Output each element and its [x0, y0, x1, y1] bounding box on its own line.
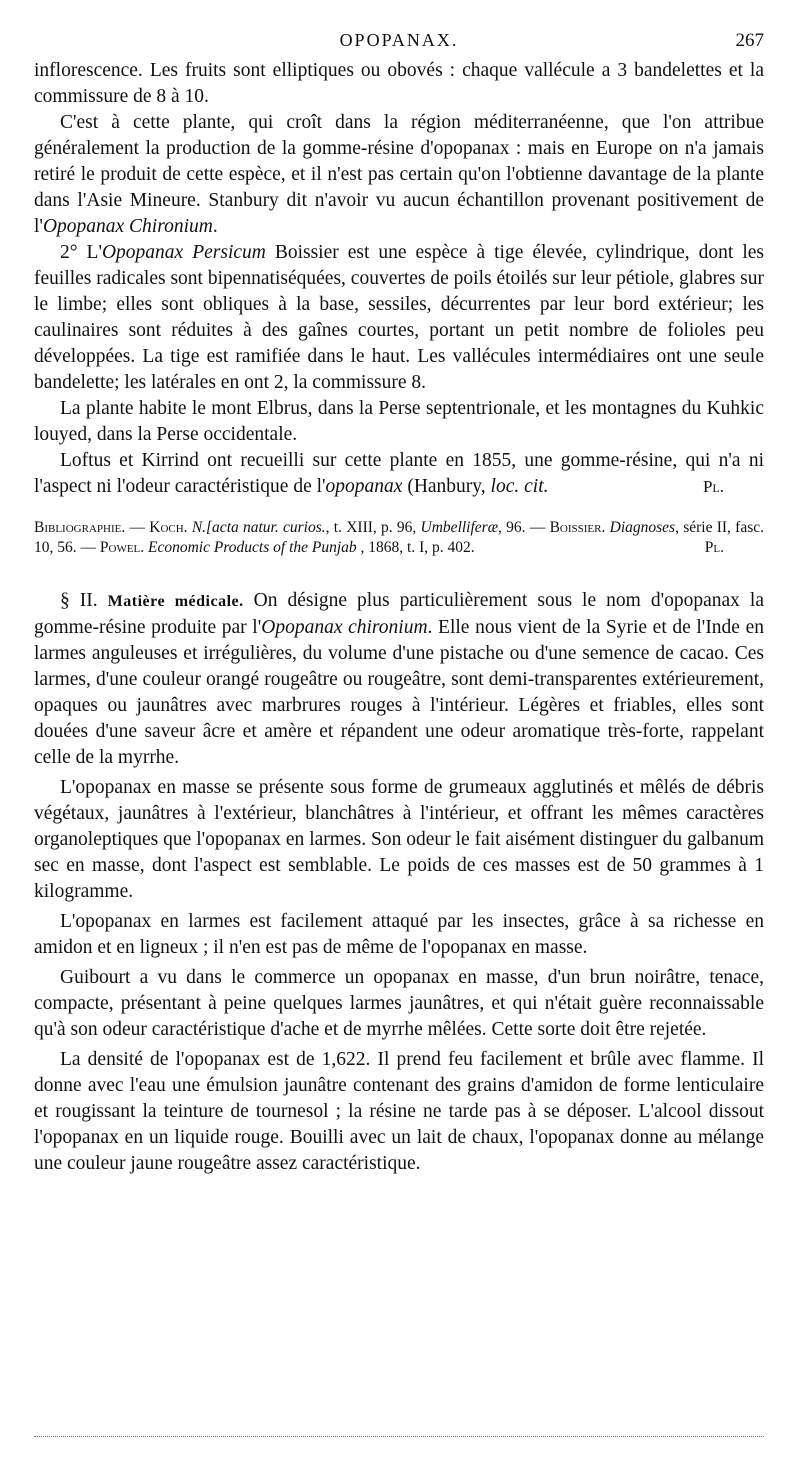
text-span: On désigne plus particulièrement sous le nom d'opopanax la gomme-résine produite par l' [34, 590, 764, 638]
text-span: . Elle nous vient de la Syrie et de l'Inde en larmes anguleuses et irrégulières, du volume d'une pistache ou d'une semence de cacao. Ces larmes, d'une couleur orangé rougeâtre ou rougeâtre, sont demi-transparentes extérieurement, opaques ou jaunâtres avec marbrures rouges à l'intérieur. Légères et friables, elles sont douées d'une saveur âcre et amère et répandent une odeur aromatique très-forte, rappelant celle de la myrrhe. [34, 617, 764, 768]
text-span: , t. XIII, p. 96, [325, 519, 421, 536]
author-name: Powel. [99, 539, 145, 556]
italic-species-name: Opopanax Chironium [42, 216, 213, 237]
bibliography-signature: Pl. [704, 539, 724, 556]
page-header [34, 30, 764, 54]
paragraph-guibourt: Guibourt a vu dans le commerce un opopanax en masse, d'un brun noirâtre, tenace, compacte, présentant à peine quelques larmes jaunâtres, et qui n'était guère reconnaissable qu'à son odeur caractéristique d'ache et de myrrhe mêlées. Cette sorte doit être rejetée. [34, 967, 764, 1040]
italic-species-name: Opopanax chironium [261, 617, 428, 638]
section-spacer [34, 558, 764, 588]
bibliography-label: Bibliographie. [34, 519, 126, 536]
text-span: C'est à cette plante, qui croît dans la région méditerranéenne, que l'on attribue généralement la production de la gomme-résine d'opopanax : mais en Europe on n'a jamais retiré le produit de cette espèce, et il n'est pas certain qu'on l'obtienne davantage de la plante dans l'Asie Mineure. Stanbury dit n'avoir vu aucun échantillon provenant positivement de l' [34, 112, 764, 237]
text-span: , série II, fasc. 10, 56. — [34, 519, 765, 556]
section-heading: Matière médicale. [107, 593, 244, 610]
paragraph-mediterranean [34, 110, 764, 240]
paragraph-inflorescence: inflorescence. Les fruits sont elliptiques ou obovés : chaque vallécule a 3 bandelettes et la commissure de 8 à 10. [34, 60, 764, 107]
text-span: Loftus et Kirrind ont recueilli sur cette plante en 1855, une gomme-résine, qui n'a ni l'aspect ni l'odeur caractéristique de l' [34, 450, 764, 497]
running-title: OPOPANAX. [339, 30, 459, 50]
body-text [34, 58, 764, 1177]
text-span: — [125, 519, 150, 536]
text-span: . [212, 216, 218, 237]
italic-term: opopanax [325, 476, 403, 497]
paragraph-matiere-medicale [34, 588, 764, 771]
author-name: Boissier. [549, 519, 606, 536]
author-name: Koch. [149, 519, 188, 536]
footer-dotted-rule [34, 1436, 764, 1438]
italic-title: N.[acta natur. curios. [191, 519, 326, 536]
italic-title: Diagnoses [609, 519, 676, 536]
text-span: , 96. — [498, 519, 550, 536]
text-span: (Hanbury, [402, 476, 491, 497]
paragraph-habitat: La plante habite le mont Elbrus, dans la Perse septentrionale, et les montagnes du Kuhkic louyed, dans la Perse occidentale. [34, 398, 764, 445]
paragraph-insectes: L'opopanax en larmes est facilement attaqué par les insectes, grâce à sa richesse en amidon et en ligneux ; il n'en est pas de même de l'opopanax en masse. [34, 911, 764, 958]
section-number: § II. [60, 590, 98, 611]
paragraph-persicum [34, 240, 764, 396]
italic-species-name: Opopanax Persicum [101, 242, 266, 263]
text-span: 2° L' [60, 242, 102, 263]
text-span: Boissier est une espèce à tige élevée, cylindrique, dont les feuilles radicales sont bipennatiséquées, couvertes de poils étoilés sur leur pétiole, glabres sur le limbe; elles sont obliques à la base, sessiles, décurrentes par leur bord extérieur; les caulinaires sont réduites à des gaînes courtes, portant un petit nombre de folioles peu développées. La tige est ramifiée dans le haut. Les vallécules intermédiaires ont une seule bandelette; les latérales en ont 2, la commissure 8. [34, 242, 764, 393]
italic-title: Economic Products of the Punjab [148, 539, 357, 556]
author-signature: Pl. [702, 477, 724, 496]
page-number: 267 [735, 30, 764, 51]
italic-title: Umbelliferæ [420, 519, 499, 536]
paragraph-en-masse: L'opopanax en masse se présente sous forme de grumeaux agglutinés et mêlés de débris végétaux, jaunâtres à l'extérieur, blanchâtres à l'intérieur, et offrant les mêmes caractères organoleptiques que l'opopanax en larmes. Son odeur le fait aisément distinguer du galbanum sec en masse, dont l'aspect est semblable. Le poids de ces masses est de 50 grammes à 1 kilogramme. [34, 777, 764, 902]
paragraph-densite: La densité de l'opopanax est de 1,622. Il prend feu facilement et brûle avec flamme. Il donne avec l'eau une émulsion jaunâtre contenant des grains d'amidon de forme lenticulaire et rougissant la teinture de tournesol ; la résine ne tarde pas à se déposer. L'alcool dissout l'opopanax en un liquide rouge. Bouilli avec un lait de chaux, l'opopanax donne au mélange une couleur jaune rougeâtre assez caractéristique. [34, 1049, 764, 1174]
italic-citation: loc. cit. [490, 476, 549, 497]
text-span: , 1868, t. I, p. 402. [356, 539, 475, 556]
